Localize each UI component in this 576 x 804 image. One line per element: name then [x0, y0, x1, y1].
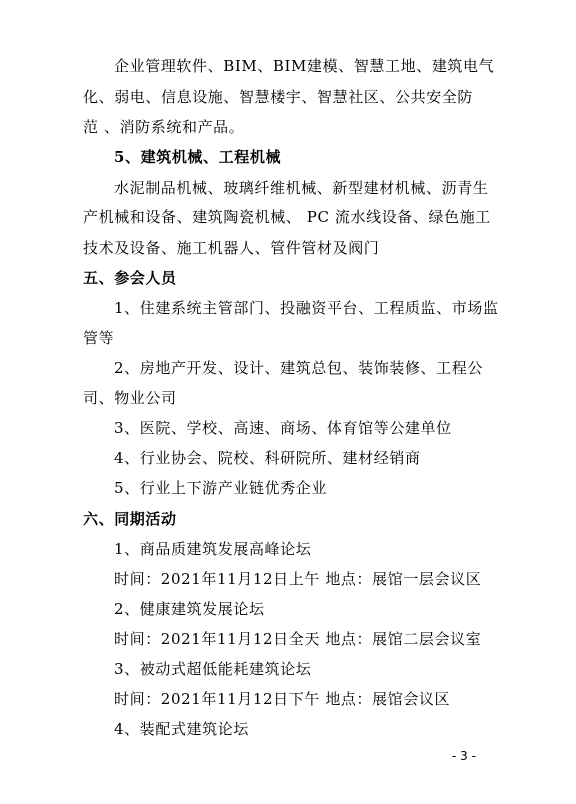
paragraph-line: 技术及设备、施工机器人、管件管材及阀门 — [83, 239, 380, 257]
list-item: 5、行业上下游产业链优秀企业 — [114, 479, 327, 497]
paragraph-line: 企业管理软件、BIM、BIM建模、智慧工地、建筑电气 — [114, 57, 495, 75]
list-item-continuation: 司、物业公司 — [83, 389, 177, 407]
event-title: 1、商品质建筑发展高峰论坛 — [114, 540, 312, 558]
subsection-heading: 5、建筑机械、工程机械 — [114, 148, 282, 166]
list-item: 1、住建系统主管部门、投融资平台、工程质监、市场监 — [114, 299, 499, 317]
paragraph-line: 化、弱电、信息设施、智慧楼宇、智慧社区、公共安全防 — [83, 88, 474, 106]
page-number: - 3 - — [452, 749, 476, 763]
event-title: 2、健康建筑发展论坛 — [114, 600, 265, 618]
event-title: 4、装配式建筑论坛 — [114, 720, 249, 738]
paragraph-line: 产机械和设备、建筑陶瓷机械、 PC 流水线设备、绿色施工 — [83, 208, 491, 226]
section-heading: 五、参会人员 — [83, 269, 177, 287]
event-time: 时间：2021年11月12日全天 地点：展馆二层会议室 — [114, 630, 482, 648]
event-time: 时间：2021年11月12日上午 地点：展馆一层会议区 — [114, 570, 482, 588]
list-item: 4、行业协会、院校、科研院所、建材经销商 — [114, 449, 421, 467]
list-item: 3、医院、学校、高速、商场、体育馆等公建单位 — [114, 419, 452, 437]
paragraph-line: 水泥制品机械、玻璃纤维机械、新型建材机械、沥青生 — [114, 179, 489, 197]
list-item: 2、房地产开发、设计、建筑总包、装饰装修、工程公 — [114, 359, 483, 377]
list-item-continuation: 管等 — [83, 329, 115, 347]
event-title: 3、被动式超低能耗建筑论坛 — [114, 660, 312, 678]
event-time: 时间：2021年11月12日下午 地点：展馆会议区 — [114, 690, 451, 708]
section-heading: 六、同期活动 — [83, 510, 177, 528]
paragraph-line: 范 、消防系统和产品。 — [83, 118, 245, 136]
